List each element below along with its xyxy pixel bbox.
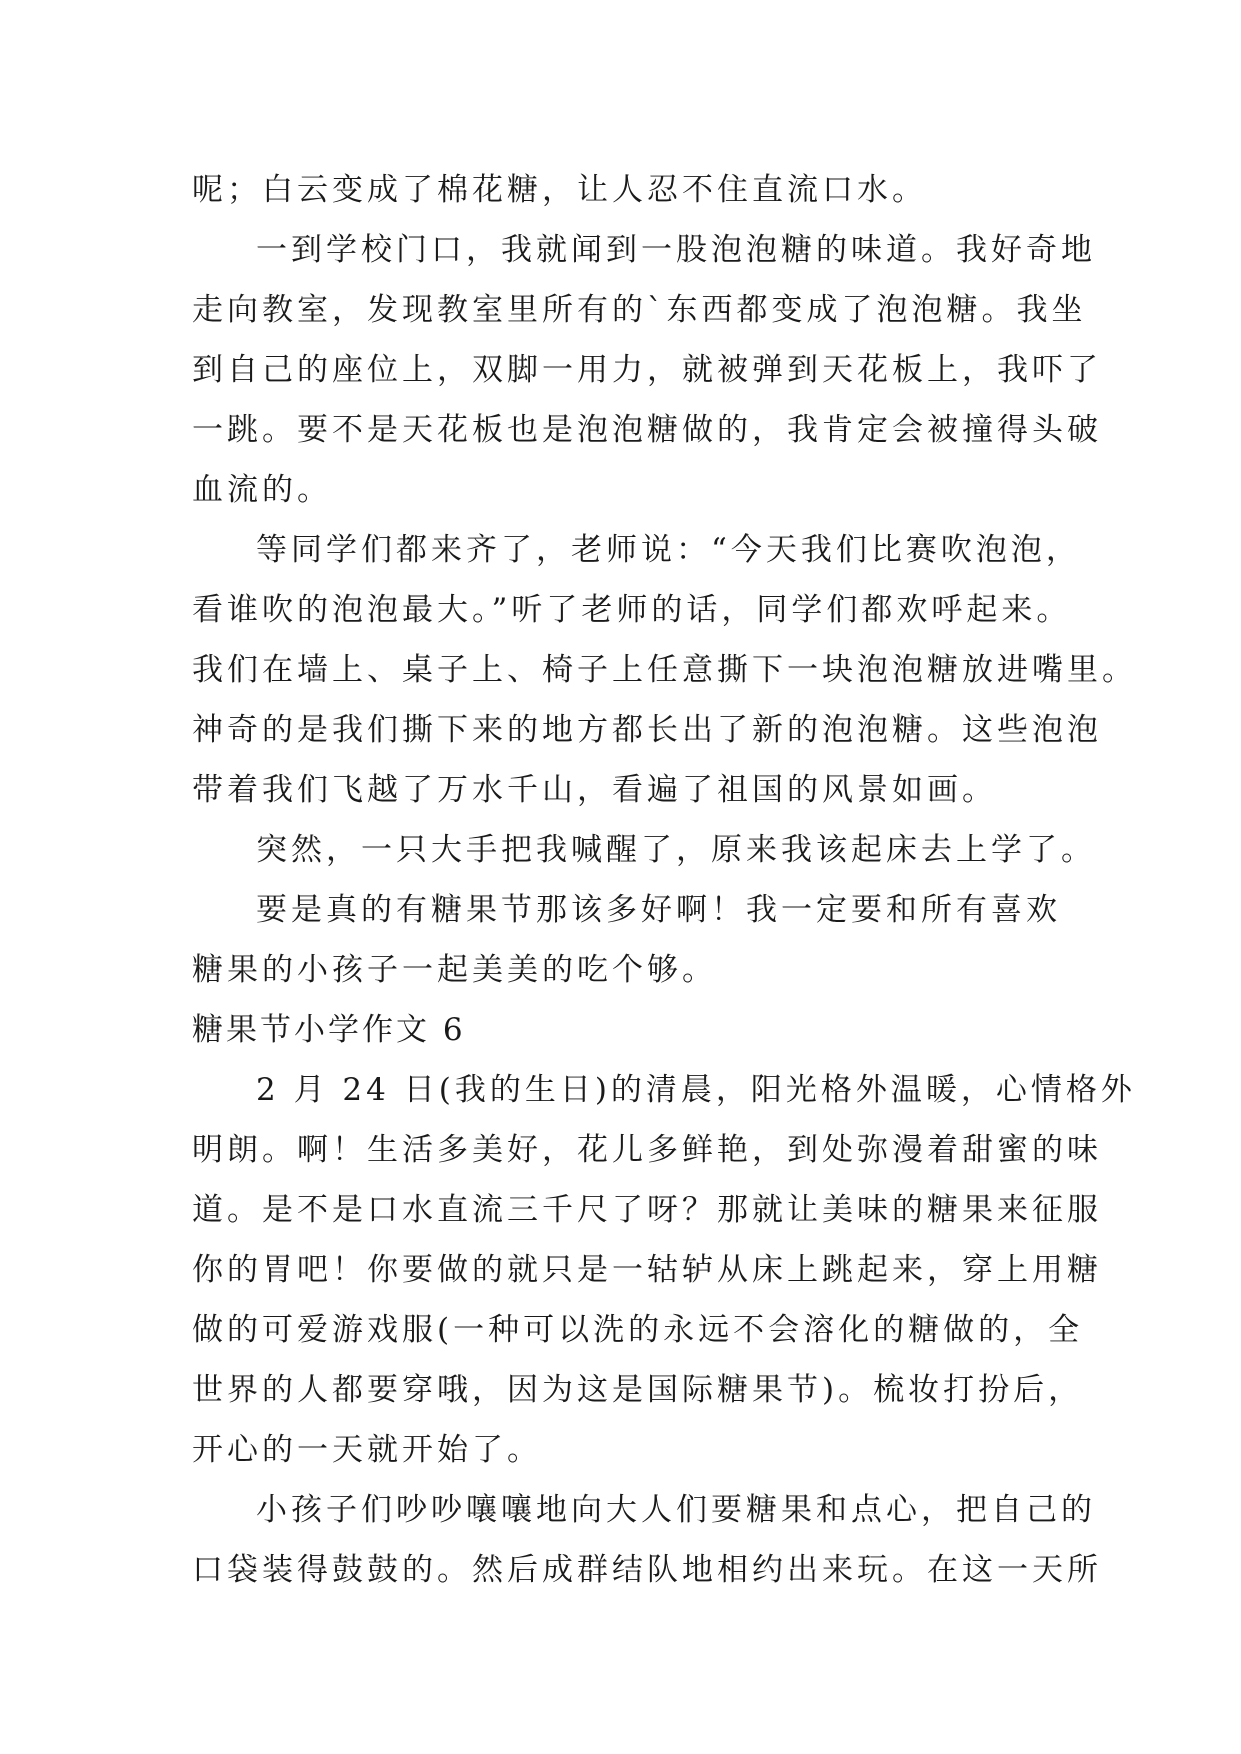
essay-body <box>192 160 1137 1600</box>
text-line: 走向教室，发现教室里所有的`东西都变成了泡泡糖。我坐 <box>192 292 1087 328</box>
text-line: 世界的人都要穿哦，因为这是国际糖果节)。梳妆打扮后， <box>192 1372 1084 1408</box>
text-line: 口袋装得鼓鼓的。然后成群结队地相约出来玩。在这一天所 <box>192 1552 1102 1588</box>
text-line: 糖果的小孩子一起美美的吃个够。 <box>192 952 717 988</box>
text-line: 做的可爱游戏服(一种可以洗的永远不会溶化的糖做的，全 <box>192 1312 1084 1348</box>
section-heading: 糖果节小学作文 6 <box>192 1012 466 1048</box>
text-line: 要是真的有糖果节那该多好啊！我一定要和所有喜欢 <box>256 892 1061 928</box>
text-line: 一到学校门口，我就闻到一股泡泡糖的味道。我好奇地 <box>256 232 1096 268</box>
text-line: 道。是不是口水直流三千尺了呀？那就让美味的糖果来征服 <box>192 1192 1102 1228</box>
text-line: 神奇的是我们撕下来的地方都长出了新的泡泡糖。这些泡泡 <box>192 712 1102 748</box>
text-line: 血流的。 <box>192 472 332 508</box>
text-line: 带着我们飞越了万水千山，看遍了祖国的风景如画。 <box>192 772 997 808</box>
text-line: 开心的一天就开始了。 <box>192 1432 542 1468</box>
text-line: 到自己的座位上，双脚一用力，就被弹到天花板上，我吓了 <box>192 352 1102 388</box>
text-line: 呢；白云变成了棉花糖，让人忍不住直流口水。 <box>192 172 927 208</box>
text-line: 你的胃吧！你要做的就只是一轱轳从床上跳起来，穿上用糖 <box>192 1252 1102 1288</box>
text-line: 小孩子们吵吵嚷嚷地向大人们要糖果和点心，把自己的 <box>256 1492 1096 1528</box>
text-line: 看谁吹的泡泡最大。”听了老师的话，同学们都欢呼起来。 <box>192 592 1072 628</box>
text-line: 等同学们都来齐了，老师说：“今天我们比赛吹泡泡， <box>256 532 1081 568</box>
text-line: 明朗。啊！生活多美好，花儿多鲜艳，到处弥漫着甜蜜的味 <box>192 1132 1102 1168</box>
text-line: 2 月 24 日(我的生日)的清晨，阳光格外温暖，心情格外 <box>256 1072 1136 1108</box>
text-line: 突然，一只大手把我喊醒了，原来我该起床去上学了。 <box>256 832 1096 868</box>
text-line: 一跳。要不是天花板也是泡泡糖做的，我肯定会被撞得头破 <box>192 412 1102 448</box>
text-line: 我们在墙上、桌子上、椅子上任意撕下一块泡泡糖放进嘴里。 <box>192 652 1137 688</box>
